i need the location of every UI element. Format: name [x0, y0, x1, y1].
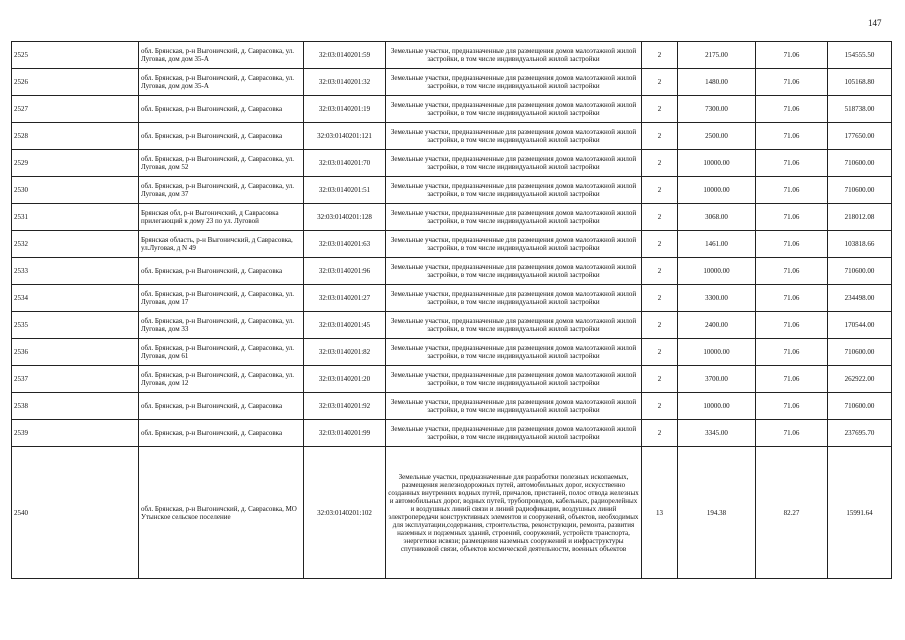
table-row	[12, 420, 892, 447]
page-number: 147	[868, 18, 882, 28]
address-cell: обл. Брянская, р-н Выгоничский, д. Саврасовка	[139, 123, 304, 150]
cadastral-number-cell: 32:03:0140201:102	[304, 447, 386, 579]
area-cell: 7300.00	[678, 96, 756, 123]
category-cell: 2	[642, 393, 678, 420]
cadastral-value-cell: 710600.00	[828, 177, 892, 204]
area-cell: 2175.00	[678, 42, 756, 69]
category-cell: 2	[642, 312, 678, 339]
address-cell: обл. Брянская, р-н Выгоничский, д. Саврасовка, ул. Луговая, дом 61	[139, 339, 304, 366]
table-row	[12, 42, 892, 69]
cadastral-value-cell: 710600.00	[828, 339, 892, 366]
table-row	[12, 366, 892, 393]
cadastral-value-cell: 154555.50	[828, 42, 892, 69]
cadastral-number-cell: 32:03:0140201:51	[304, 177, 386, 204]
land-use-cell: Земельные участки, предназначенные для размещения домов малоэтажной жилой застройки, в том числе индивидуальной жилой застройки	[386, 42, 642, 69]
area-cell: 3345.00	[678, 420, 756, 447]
area-cell: 2500.00	[678, 123, 756, 150]
area-cell: 10000.00	[678, 177, 756, 204]
cadastral-number-cell: 32:03:0140201:70	[304, 150, 386, 177]
cadastral-value-cell: 262922.00	[828, 366, 892, 393]
cadastral-value-cell: 103818.66	[828, 231, 892, 258]
area-cell: 10000.00	[678, 258, 756, 285]
cadastral-value-cell: 237695.70	[828, 420, 892, 447]
land-use-cell: Земельные участки, предназначенные для размещения домов малоэтажной жилой застройки, в том числе индивидуальной жилой застройки	[386, 339, 642, 366]
land-use-cell: Земельные участки, предназначенные для размещения домов малоэтажной жилой застройки, в том числе индивидуальной жилой застройки	[386, 69, 642, 96]
address-cell: обл. Брянская, р-н Выгоничский, д. Саврасовка, ул. Луговая, дом 17	[139, 285, 304, 312]
row-number-cell: 2528	[12, 123, 139, 150]
cadastral-number-cell: 32:03:0140201:32	[304, 69, 386, 96]
cadastral-number-cell: 32:03:0140201:92	[304, 393, 386, 420]
land-use-cell: Земельные участки, предназначенные для размещения домов малоэтажной жилой застройки, в том числе индивидуальной жилой застройки	[386, 312, 642, 339]
table-row	[12, 393, 892, 420]
land-use-cell: Земельные участки, предназначенные для размещения домов малоэтажной жилой застройки, в том числе индивидуальной жилой застройки	[386, 123, 642, 150]
address-cell: обл. Брянская, р-н Выгоничский, д. Саврасовка	[139, 258, 304, 285]
specific-value-cell: 71.06	[756, 339, 828, 366]
category-cell: 2	[642, 150, 678, 177]
specific-value-cell: 71.06	[756, 231, 828, 258]
table-row	[12, 285, 892, 312]
land-use-cell: Земельные участки, предназначенные для размещения домов малоэтажной жилой застройки, в том числе индивидуальной жилой застройки	[386, 177, 642, 204]
table-row	[12, 447, 892, 579]
address-cell: обл. Брянская, р-н Выгоничский, д. Саврасовка, ул. Луговая, дом 52	[139, 150, 304, 177]
category-cell: 2	[642, 96, 678, 123]
row-number-cell: 2530	[12, 177, 139, 204]
row-number-cell: 2540	[12, 447, 139, 579]
category-cell: 2	[642, 69, 678, 96]
land-use-cell: Земельные участки, предназначенные для размещения домов малоэтажной жилой застройки, в том числе индивидуальной жилой застройки	[386, 420, 642, 447]
land-use-cell: Земельные участки, предназначенные для размещения домов малоэтажной жилой застройки, в том числе индивидуальной жилой застройки	[386, 285, 642, 312]
table-row	[12, 312, 892, 339]
cadastral-number-cell: 32:03:0140201:59	[304, 42, 386, 69]
cadastral-value-cell: 234498.00	[828, 285, 892, 312]
cadastral-value-table	[11, 41, 892, 579]
specific-value-cell: 71.06	[756, 366, 828, 393]
cadastral-value-cell: 218012.08	[828, 204, 892, 231]
cadastral-number-cell: 32:03:0140201:19	[304, 96, 386, 123]
specific-value-cell: 71.06	[756, 42, 828, 69]
area-cell: 1461.00	[678, 231, 756, 258]
cadastral-number-cell: 32:03:0140201:128	[304, 204, 386, 231]
row-number-cell: 2532	[12, 231, 139, 258]
land-use-cell: Земельные участки, предназначенные для размещения домов малоэтажной жилой застройки, в том числе индивидуальной жилой застройки	[386, 96, 642, 123]
cadastral-number-cell: 32:03:0140201:45	[304, 312, 386, 339]
category-cell: 2	[642, 258, 678, 285]
specific-value-cell: 71.06	[756, 420, 828, 447]
land-use-cell: Земельные участки, предназначенные для размещения домов малоэтажной жилой застройки, в том числе индивидуальной жилой застройки	[386, 231, 642, 258]
cadastral-value-cell: 177650.00	[828, 123, 892, 150]
table-body	[12, 42, 892, 579]
category-cell: 2	[642, 420, 678, 447]
row-number-cell: 2535	[12, 312, 139, 339]
address-cell: обл. Брянская, р-н Выгоничский, д. Саврасовка, ул. Луговая, дом дом 35-А	[139, 69, 304, 96]
area-cell: 1480.00	[678, 69, 756, 96]
table-row	[12, 69, 892, 96]
cadastral-number-cell: 32:03:0140201:121	[304, 123, 386, 150]
address-cell: обл. Брянская, р-н Выгоничский, д. Саврасовка	[139, 96, 304, 123]
table-row	[12, 204, 892, 231]
row-number-cell: 2527	[12, 96, 139, 123]
table-row	[12, 177, 892, 204]
land-use-cell: Земельные участки, предназначенные для размещения домов малоэтажной жилой застройки, в том числе индивидуальной жилой застройки	[386, 150, 642, 177]
cadastral-number-cell: 32:03:0140201:99	[304, 420, 386, 447]
cadastral-value-cell: 518738.00	[828, 96, 892, 123]
cadastral-value-cell: 15991.64	[828, 447, 892, 579]
area-cell: 10000.00	[678, 393, 756, 420]
cadastral-value-cell: 105168.80	[828, 69, 892, 96]
row-number-cell: 2534	[12, 285, 139, 312]
address-cell: обл. Брянская, р-н Выгоничский, д. Саврасовка	[139, 420, 304, 447]
land-use-cell: Земельные участки, предназначенные для размещения домов малоэтажной жилой застройки, в том числе индивидуальной жилой застройки	[386, 204, 642, 231]
land-use-cell: Земельные участки, предназначенные для размещения домов малоэтажной жилой застройки, в том числе индивидуальной жилой застройки	[386, 258, 642, 285]
specific-value-cell: 71.06	[756, 96, 828, 123]
category-cell: 2	[642, 204, 678, 231]
area-cell: 10000.00	[678, 339, 756, 366]
area-cell: 3300.00	[678, 285, 756, 312]
address-cell: обл. Брянская, р-н Выгоничский, д. Саврасовка, ул. Луговая, дом 33	[139, 312, 304, 339]
row-number-cell: 2531	[12, 204, 139, 231]
row-number-cell: 2533	[12, 258, 139, 285]
cadastral-number-cell: 32:03:0140201:27	[304, 285, 386, 312]
table-row	[12, 339, 892, 366]
address-cell: обл. Брянская, р-н Выгоничский, д. Саврасовка, ул. Луговая, дом 12	[139, 366, 304, 393]
land-use-cell: Земельные участки, предназначенные для размещения домов малоэтажной жилой застройки, в том числе индивидуальной жилой застройки	[386, 393, 642, 420]
cadastral-value-cell: 170544.00	[828, 312, 892, 339]
specific-value-cell: 71.06	[756, 204, 828, 231]
row-number-cell: 2538	[12, 393, 139, 420]
category-cell: 2	[642, 339, 678, 366]
specific-value-cell: 71.06	[756, 150, 828, 177]
cadastral-number-cell: 32:03:0140201:96	[304, 258, 386, 285]
category-cell: 13	[642, 447, 678, 579]
address-cell: обл. Брянская, р-н Выгоничский, д. Саврасовка, ул. Луговая, дом дом 35-А	[139, 42, 304, 69]
category-cell: 2	[642, 366, 678, 393]
table-row	[12, 231, 892, 258]
cadastral-number-cell: 32:03:0140201:63	[304, 231, 386, 258]
area-cell: 10000.00	[678, 150, 756, 177]
category-cell: 2	[642, 123, 678, 150]
specific-value-cell: 71.06	[756, 123, 828, 150]
address-cell: обл. Брянская, р-н Выгоничский, д. Саврасовка, ул. Луговая, дом 37	[139, 177, 304, 204]
row-number-cell: 2525	[12, 42, 139, 69]
address-cell: обл. Брянская, р-н Выгоничский, д. Саврасовка, МО Утынское сельское поселение	[139, 447, 304, 579]
specific-value-cell: 71.06	[756, 393, 828, 420]
area-cell: 2400.00	[678, 312, 756, 339]
category-cell: 2	[642, 285, 678, 312]
area-cell: 3068.00	[678, 204, 756, 231]
specific-value-cell: 71.06	[756, 177, 828, 204]
area-cell: 3700.00	[678, 366, 756, 393]
specific-value-cell: 71.06	[756, 285, 828, 312]
cadastral-value-cell: 710600.00	[828, 393, 892, 420]
specific-value-cell: 71.06	[756, 258, 828, 285]
table-row	[12, 258, 892, 285]
land-use-cell: Земельные участки, предназначенные для размещения домов малоэтажной жилой застройки, в том числе индивидуальной жилой застройки	[386, 366, 642, 393]
cadastral-value-cell: 710600.00	[828, 258, 892, 285]
row-number-cell: 2539	[12, 420, 139, 447]
row-number-cell: 2529	[12, 150, 139, 177]
table-row	[12, 96, 892, 123]
category-cell: 2	[642, 231, 678, 258]
address-cell: обл. Брянская, р-н Выгоничский, д. Саврасовка	[139, 393, 304, 420]
category-cell: 2	[642, 42, 678, 69]
address-cell: Брянская область, р-н Выгоничский, д Саврасовка, ул.Луговая, д N 49	[139, 231, 304, 258]
table-row	[12, 123, 892, 150]
cadastral-number-cell: 32:03:0140201:20	[304, 366, 386, 393]
row-number-cell: 2537	[12, 366, 139, 393]
area-cell: 194.38	[678, 447, 756, 579]
address-cell: Брянская обл, р-н Выгоничский, д Саврасовка прилегающий к дому 23 по ул. Луговой	[139, 204, 304, 231]
row-number-cell: 2526	[12, 69, 139, 96]
specific-value-cell: 82.27	[756, 447, 828, 579]
land-use-cell: Земельные участки, предназначенные для разработки полезных ископаемых, размещения железнодорожных путей, автомобильных дорог, искусственно созданных внутренних водных путей, причалов, пристаней, полос отвода железных и автомобильных дорог, водных путей, трубопроводов, кабельных, радиорелейных и воздушных линий связи и линий радиофикации, воздушных линий электропередачи конструктивных элементов и сооружений, объектов, необходимых для эксплуатации,содержания, строительства, реконструкции, ремонта, развития наземных и подземных зданий, строений, сооружений, устройств транспорта, энергетики исвязи; размещения наземных сооружений и инфраструктуры спутниковой связи, объектов космической деятельности, военных объектов	[386, 447, 642, 579]
specific-value-cell: 71.06	[756, 312, 828, 339]
row-number-cell: 2536	[12, 339, 139, 366]
cadastral-number-cell: 32:03:0140201:82	[304, 339, 386, 366]
category-cell: 2	[642, 177, 678, 204]
table-row	[12, 150, 892, 177]
specific-value-cell: 71.06	[756, 69, 828, 96]
cadastral-value-cell: 710600.00	[828, 150, 892, 177]
